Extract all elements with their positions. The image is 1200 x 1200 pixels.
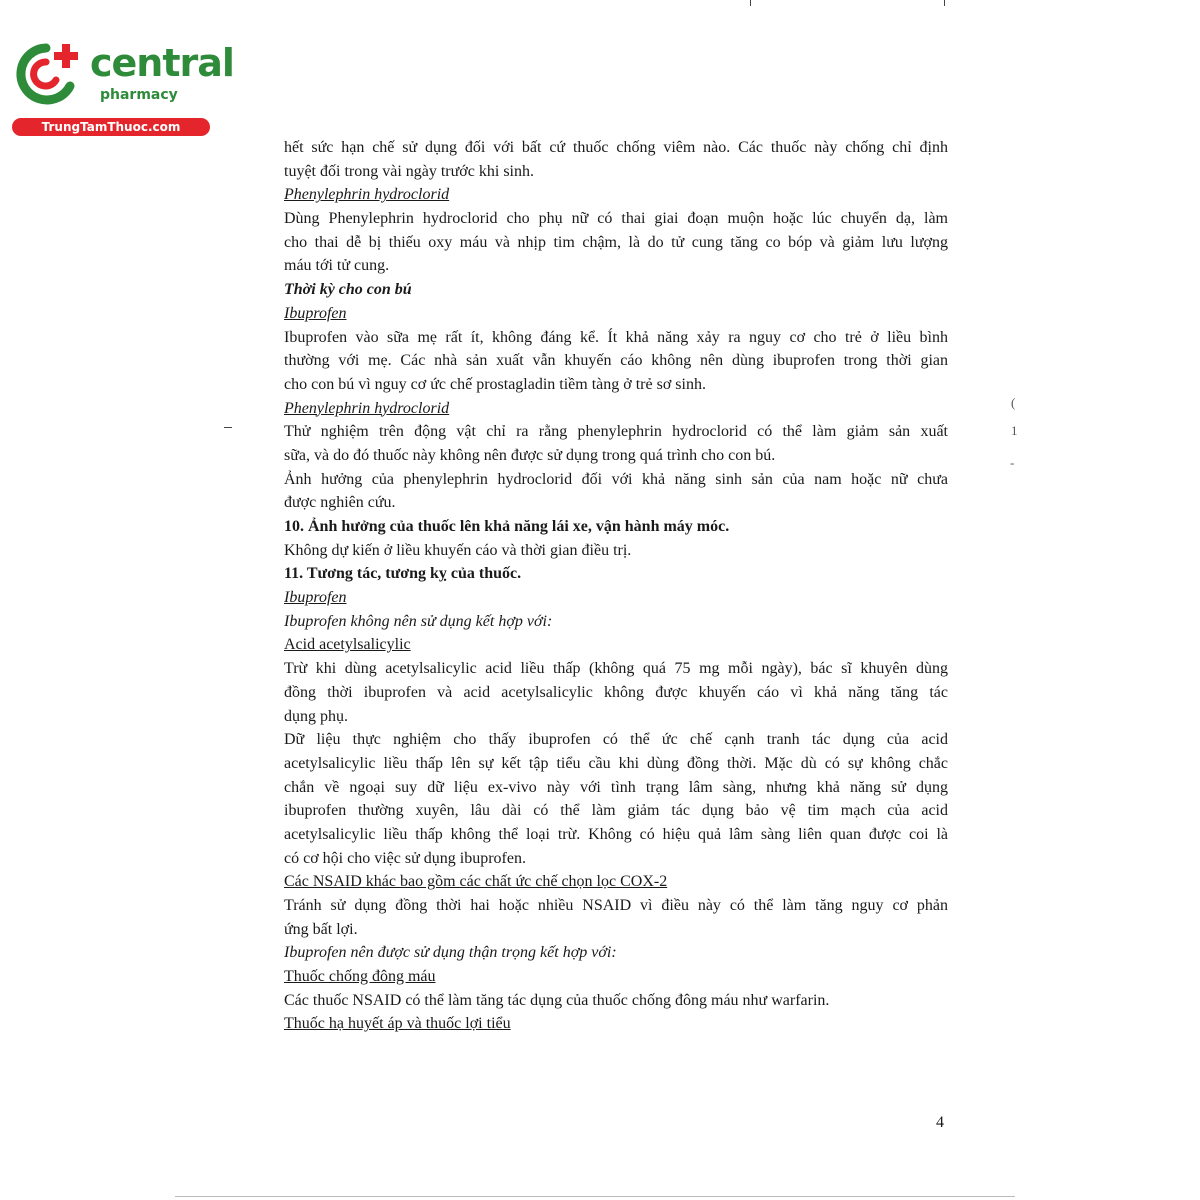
paragraph-line: máu tới tử cung.	[284, 257, 390, 275]
paragraph-line: Ibuprofen không nên sử dụng kết hợp với:	[284, 612, 553, 630]
section-heading: 11. Tương tác, tương kỵ của thuốc.	[284, 565, 522, 583]
paragraph-line: tuyệt đối trong vài ngày trước khi sinh.	[284, 162, 534, 180]
paragraph-line: Ibuprofen nên được sử dụng thận trọng kết hợp với:	[284, 944, 617, 962]
section-heading: 10. Ảnh hưởng của thuốc lên khả năng lái xe, vận hành máy móc.	[284, 518, 730, 535]
paragraph-line: dụng phụ.	[284, 707, 348, 725]
paragraph-line: Ảnh hưởng của phenylephrin hydroclorid đối với khả năng sinh sản của nam hoặc nữ chưa	[284, 470, 948, 488]
paragraph-line: acetylsalicylic liều thấp lên sự kết tập tiểu cầu khi dùng đồng thời. Mặc dù có sự không chắc	[284, 754, 948, 772]
paragraph-line: Tránh sử dụng đồng thời hai hoặc nhiều NSAID vì điều này có thể làm tăng nguy cơ phản	[284, 897, 948, 914]
logo-url-badge: TrungTamThuoc.com	[12, 118, 210, 136]
paragraph-line: ibuprofen thường xuyên, lâu dài có thể làm giảm tác dụng bảo vệ tim mạch của acid	[284, 802, 948, 820]
paragraph-line: sữa, và do đó thuốc này không nên được sử dụng trong quá trình cho con bú.	[284, 446, 776, 464]
scan-mark	[224, 427, 232, 428]
scan-mark	[750, 0, 751, 6]
paragraph-line: Thử nghiệm trên động vật chỉ ra rằng phenylephrin hydroclorid có thể làm giảm sản xuất	[284, 423, 948, 441]
paragraph-line: được nghiên cứu.	[284, 494, 396, 512]
paragraph-line: cho thai dễ bị thiếu oxy máu và nhịp tim chậm, là do tử cung tăng co bóp và giảm lưu lượng	[284, 233, 948, 251]
paragraph-line: có cơ hội cho việc sử dụng ibuprofen.	[284, 849, 526, 867]
paragraph-line: acetylsalicylic liều thấp không thể loại trừ. Không có hiệu quả lâm sàng liên quan được coi là	[284, 825, 948, 843]
logo-name: central	[90, 41, 234, 85]
scan-mark: 1	[1011, 423, 1018, 438]
section-subheading: Acid acetylsalicylic	[284, 636, 411, 654]
section-subheading: Thuốc chống đông máu	[284, 968, 436, 986]
document-body	[284, 136, 948, 1036]
paragraph-line: hết sức hạn chế sử dụng đối với bất cứ thuốc chống viêm nào. Các thuốc này chống chỉ định	[284, 139, 948, 156]
paragraph-line: cho con bú vì nguy cơ ức chế prostagladin tiềm tàng ở trẻ sơ sinh.	[284, 375, 706, 393]
section-subheading: Phenylephrin hydroclorid	[284, 186, 450, 204]
pharmacy-logo-icon	[10, 38, 82, 110]
paragraph-line: Trừ khi dùng acetylsalicylic acid liều thấp (không quá 75 mg mỗi ngày), bác sĩ khuyên dùng	[284, 660, 948, 678]
paragraph-line: chắn về ngoại suy dữ liệu ex-vivo này với tình trạng lâm sàng, nhưng khả năng sử dụng	[284, 778, 948, 796]
paragraph-line: thường với mẹ. Các nhà sản xuất vẫn khuyến cáo không nên dùng ibuprofen trong thời gian	[284, 352, 948, 370]
section-subheading: Phenylephrin hydroclorid	[284, 399, 450, 417]
logo-subtitle: pharmacy	[100, 87, 178, 103]
paragraph-line: Dữ liệu thực nghiệm cho thấy ibuprofen có thể ức chế cạnh tranh tác dụng của acid	[284, 731, 948, 749]
paragraph-line: Ibuprofen vào sữa mẹ rất ít, không đáng kể. Ít khả năng xảy ra nguy cơ cho trẻ ở liều bình	[284, 328, 948, 346]
section-subheading: Các NSAID khác bao gồm các chất ức chế chọn lọc COX-2	[284, 873, 668, 891]
scan-mark: -	[1010, 455, 1015, 470]
section-subheading: Thuốc hạ huyết áp và thuốc lợi tiểu	[284, 1015, 511, 1033]
page-number: 4	[936, 1114, 944, 1131]
paragraph-line: Dùng Phenylephrin hydroclorid cho phụ nữ có thai giai đoạn muộn hoặc lúc chuyển dạ, làm	[284, 210, 948, 228]
section-heading: Thời kỳ cho con bú	[284, 281, 412, 299]
section-subheading: Ibuprofen	[284, 589, 347, 607]
paragraph-line: ứng bất lợi.	[284, 920, 358, 938]
paragraph-line: Không dự kiến ở liều khuyến cáo và thời gian điều trị.	[284, 541, 632, 559]
scan-mark	[944, 0, 945, 6]
paragraph-line: Các thuốc NSAID có thể làm tăng tác dụng của thuốc chống đông máu như warfarin.	[284, 991, 830, 1009]
section-subheading: Ibuprofen	[284, 304, 347, 322]
paragraph-line: đồng thời ibuprofen và acid acetylsalicylic không được khuyến cáo vì khả năng tăng tác	[284, 683, 948, 701]
central-pharmacy-logo	[10, 38, 234, 138]
bottom-edge-line	[175, 1196, 1015, 1197]
scan-mark: (	[1011, 395, 1016, 410]
